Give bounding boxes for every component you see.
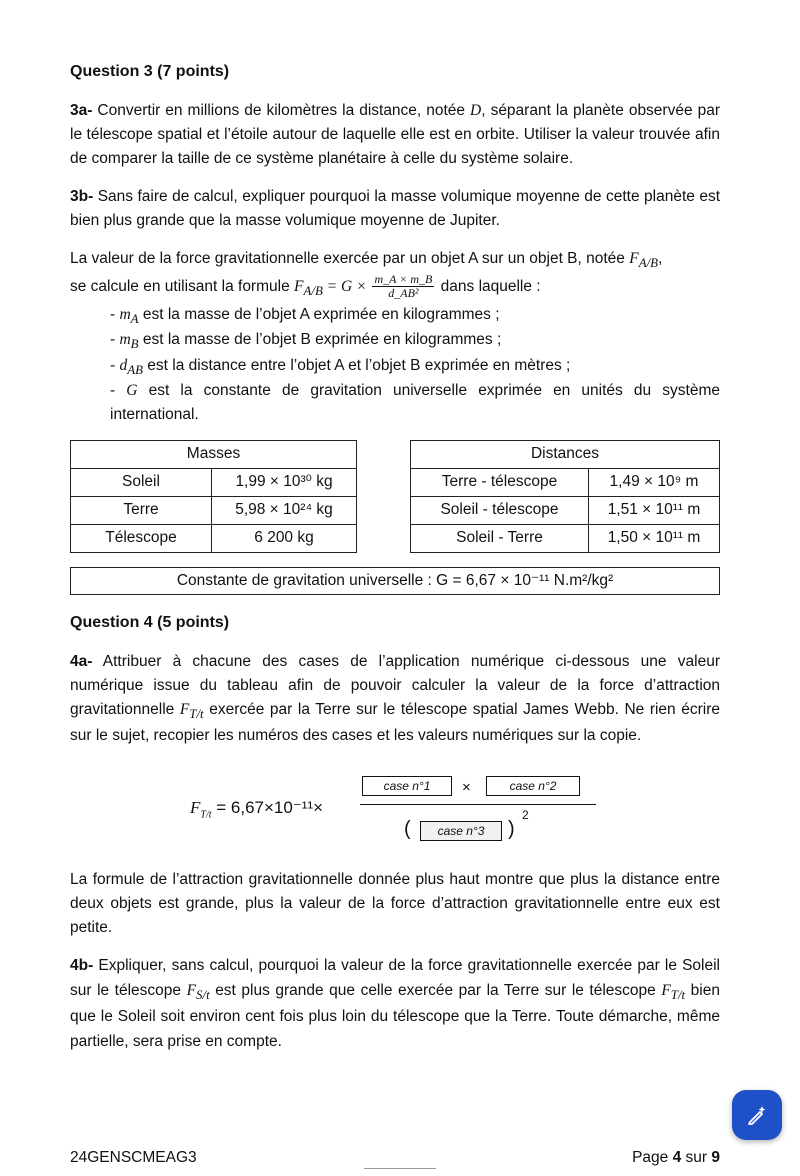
f-st-symbol: F bbox=[186, 981, 197, 999]
q4b-label: 4b- bbox=[70, 956, 94, 974]
q4a-text-1: Attribuer à chacune des cases de l’application numérique ci-dessous une valeur numérique issue du tableau afin de pouvoir calculer la valeur de la force d’attraction gravitationnelle bbox=[70, 652, 720, 718]
q3a-text-2: , séparant la planète observée par le télescope spatial et l’étoile autour de laquelle elle est en orbite. Utiliser la valeur trouvée afin de comparer la taille de ce système planétaire à celle du système solaire. bbox=[70, 101, 720, 167]
intro-text-3: se calcule en utilisant la formule bbox=[70, 277, 295, 295]
list-symbol: d bbox=[119, 356, 128, 374]
square-exponent: 2 bbox=[522, 807, 529, 822]
q4b-text-2: est plus grande que celle exercée par la Terre sur le télescope bbox=[209, 981, 662, 999]
distances-header: Distances bbox=[411, 440, 720, 468]
gravitation-constant: Constante de gravitation universelle : G = 6,67 × 10⁻¹¹ N.m²/kg² bbox=[70, 567, 720, 595]
list-item: - $m_A$ est la masse de l’objet A exprimée en kilogrammes ; bbox=[110, 305, 500, 326]
f-tt2-symbol: F bbox=[661, 981, 671, 999]
intro-text-4: dans laquelle : bbox=[436, 277, 541, 295]
list-text: est la masse de l’objet A exprimée en kilogrammes ; bbox=[138, 305, 500, 323]
q4b-text-1: Expliquer, sans calcul, pourquoi la valeur de la force gravitationnelle exercée par le Soleil sur le télescope bbox=[70, 956, 720, 999]
times-sign: × bbox=[462, 778, 471, 796]
distances-table bbox=[410, 440, 720, 553]
distance-name: Terre - télescope bbox=[411, 468, 589, 496]
list-symbol: G bbox=[126, 382, 138, 400]
q4a-label: 4a- bbox=[70, 652, 93, 670]
bottom-divider bbox=[364, 1168, 436, 1169]
formula-coefficient: = 6,67×10⁻¹¹× bbox=[216, 797, 324, 817]
data-tables bbox=[70, 440, 720, 553]
table-row bbox=[411, 468, 720, 496]
list-item: - $m_B$ est la masse de l’objet B exprimée en kilogrammes ; bbox=[110, 331, 502, 352]
table-row bbox=[71, 524, 357, 552]
q4b-text-3: bien que le Soleil soit environ cent fois plus loin du télescope que la Terre. Toute démarche, même partielle, sera prise en compte. bbox=[70, 981, 720, 1051]
q4a-text-2: exercée par la Terre sur le télescope spatial James Webb. Ne rien écrire sur le sujet, recopier les numéros des cases et les valeurs numériques sur la copie. bbox=[70, 700, 720, 744]
page-sur: sur bbox=[681, 1149, 712, 1166]
q3a-var: D bbox=[470, 101, 482, 119]
formula-f-sub: T/t bbox=[200, 809, 212, 821]
intro-text-2: , bbox=[658, 249, 663, 267]
case-1-box: case n°1 bbox=[362, 776, 452, 796]
f-st-sub: S/t bbox=[196, 986, 210, 1002]
q3b-text: Sans faire de calcul, expliquer pourquoi la masse volumique moyenne de cette planète est bien plus grande que la masse volumique moyenne de Jupiter. bbox=[70, 187, 721, 229]
mass-name: Terre bbox=[71, 496, 212, 524]
table-row bbox=[71, 496, 357, 524]
mass-name: Soleil bbox=[71, 468, 212, 496]
mass-value: 5,98 × 10²⁴ kg bbox=[212, 496, 357, 524]
list-symbol-sub: AB bbox=[127, 361, 143, 377]
paren-open: ( bbox=[404, 817, 411, 840]
page-current: 4 bbox=[672, 1149, 682, 1166]
masses-table bbox=[70, 440, 357, 553]
question-4a bbox=[70, 650, 720, 748]
case-2-box: case n°2 bbox=[486, 776, 580, 796]
f-tt2-sub: T/t bbox=[670, 986, 686, 1002]
page-footer bbox=[70, 1146, 720, 1170]
question-3a bbox=[70, 99, 720, 171]
f-ab-sub: A/B bbox=[638, 254, 659, 270]
distance-value: 1,49 × 10⁹ m bbox=[589, 468, 720, 496]
distance-note: La formule de l’attraction gravitationnelle donnée plus haut montre que plus la distance entre deux objets est grande, plus la valeur de la force d’attraction gravitationnelle entre eux est petite. bbox=[70, 870, 720, 936]
list-item: - G est la constante de gravitation universelle exprimée en unités du système international. bbox=[110, 382, 720, 423]
page-word: Page bbox=[632, 1149, 673, 1166]
document-code: 24GENSCMEAG3 bbox=[70, 1149, 197, 1166]
mass-name: Télescope bbox=[71, 524, 212, 552]
distance-value: 1,51 × 10¹¹ m bbox=[589, 496, 720, 524]
distance-value: 1,50 × 10¹¹ m bbox=[589, 524, 720, 552]
list-symbol: m bbox=[119, 331, 131, 349]
question-3b bbox=[70, 185, 720, 233]
formula-fraction bbox=[372, 273, 434, 300]
intro-text-1: La valeur de la force gravitationnelle exercée par un objet A sur un objet B, notée bbox=[70, 249, 630, 267]
f-ab-symbol: F bbox=[629, 249, 639, 267]
symbol-list bbox=[70, 303, 720, 426]
q3a-text-1: Convertir en millions de kilomètres la distance, notée bbox=[97, 101, 471, 119]
formula-eq: = G × bbox=[322, 277, 371, 295]
gravity-intro bbox=[70, 247, 720, 301]
list-symbol-sub: A bbox=[130, 310, 139, 326]
question-3-title: Question 3 (7 points) bbox=[70, 63, 230, 80]
case-3-box: case n°3 bbox=[420, 821, 502, 841]
page-total: 9 bbox=[711, 1149, 720, 1166]
mass-value: 6 200 kg bbox=[212, 524, 357, 552]
list-text: est la distance entre l’objet A et l’objet B exprimée en mètres ; bbox=[143, 356, 571, 374]
table-row bbox=[71, 468, 357, 496]
f-tt-symbol: F bbox=[179, 700, 190, 718]
list-text: est la masse de l’objet B exprimée en kilogrammes ; bbox=[138, 331, 502, 349]
numeric-application-formula bbox=[70, 768, 720, 852]
pencil-sparkle-icon bbox=[745, 1103, 769, 1127]
q3a-label: 3a- bbox=[70, 101, 93, 119]
table-row bbox=[411, 524, 720, 552]
f-tt-sub: T/t bbox=[189, 705, 204, 721]
list-text: est la constante de gravitation universelle exprimée en unités du système international. bbox=[110, 382, 720, 423]
formula-denominator: d_AB² bbox=[388, 286, 419, 301]
formula-f: F bbox=[190, 797, 201, 817]
distance-name: Soleil - télescope bbox=[411, 496, 589, 524]
document-page bbox=[70, 60, 720, 1069]
list-symbol: m bbox=[119, 305, 131, 323]
annotate-button[interactable] bbox=[732, 1090, 782, 1140]
mass-value: 1,99 × 10³⁰ kg bbox=[212, 468, 357, 496]
list-item: - $d_{AB}$ est la distance entre l’objet A et l’objet B exprimée en mètres ; bbox=[110, 356, 571, 377]
formula-left bbox=[190, 795, 323, 823]
question-4-title: Question 4 (5 points) bbox=[70, 613, 230, 631]
paren-close: ) bbox=[508, 817, 515, 840]
fraction-bar bbox=[360, 804, 596, 805]
formula-lhs-sub: A/B bbox=[303, 282, 323, 298]
formula-numerator: m_A × m_B bbox=[374, 271, 433, 286]
page-number bbox=[632, 1146, 720, 1170]
q3b-label: 3b- bbox=[70, 187, 94, 205]
table-row bbox=[411, 496, 720, 524]
distance-name: Soleil - Terre bbox=[411, 524, 589, 552]
list-symbol-sub: B bbox=[130, 336, 139, 352]
question-4b bbox=[70, 954, 720, 1055]
masses-header: Masses bbox=[71, 440, 357, 468]
formula-lhs: F bbox=[294, 277, 304, 295]
